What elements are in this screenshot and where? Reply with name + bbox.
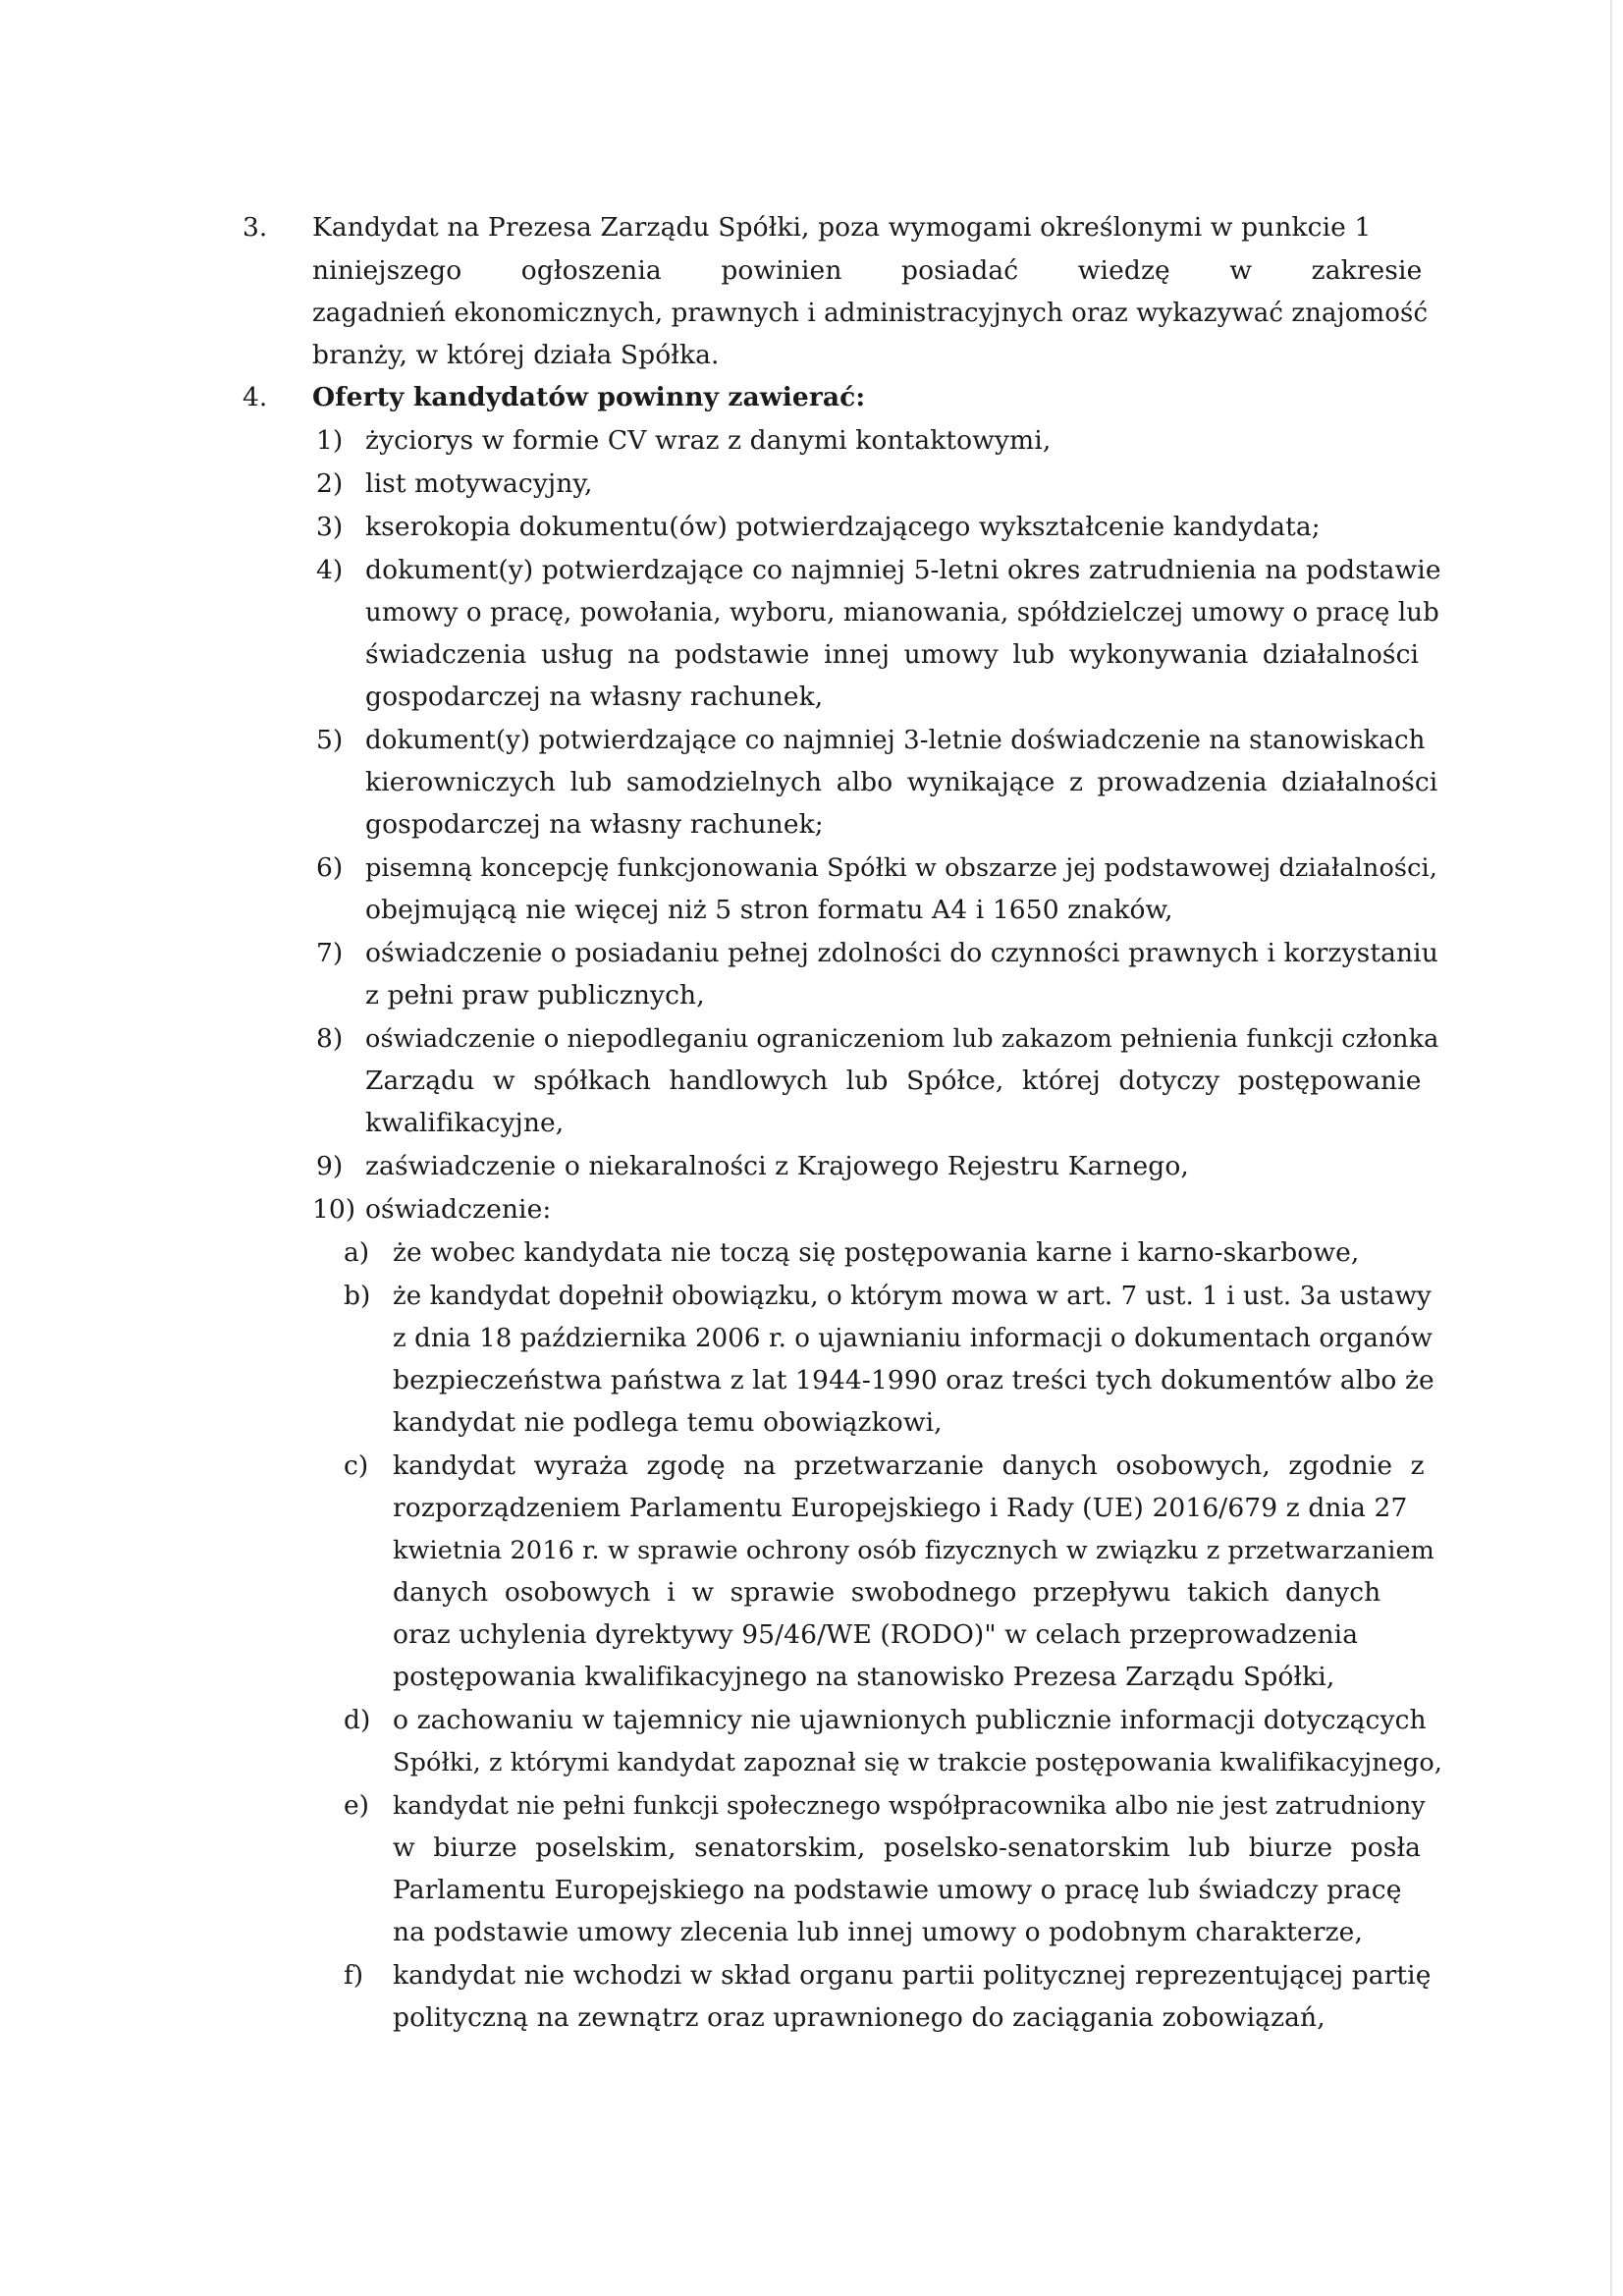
sub-item-line: na podstawie umowy zlecenia lub innej umowy o podobnym charakterze, — [393, 1917, 1363, 1947]
sub-item-line: kandydat wyraża zgodę na przetwarzanie danych osobowych, zgodnie z — [393, 1450, 1425, 1481]
list-item-line: gospodarczej na własny rachunek, — [365, 682, 824, 712]
point-3-number: 3. — [243, 212, 268, 243]
point-4-heading: Oferty kandydatów powinny zawierać: — [312, 382, 866, 412]
list-item-line: świadczenia usług na podstawie innej umowy lub wykonywania działalności — [365, 639, 1420, 670]
point-3-line: branży, w której działa Spółka. — [312, 340, 720, 370]
sub-item-line: kandydat nie pełni funkcji społecznego współpracownika albo nie jest zatrudniony — [393, 1791, 1426, 1820]
sub-item-line: kandydat nie podlega temu obowiązkowi, — [393, 1407, 943, 1438]
list-item-line: oświadczenie o niepodleganiu ograniczeniom lub zakazom pełnienia funkcji członka — [365, 1024, 1439, 1054]
list-item-line: umowy o pracę, powołania, wyboru, mianowania, spółdzielczej umowy o pracę lub — [365, 598, 1439, 628]
sub-item-line: polityczną na zewnątrz oraz uprawnionego do zaciągania zobowiązań, — [393, 2002, 1325, 2033]
sub-item-line: rozporządzeniem Parlamentu Europejskiego i Rady (UE) 2016/679 z dnia 27 — [393, 1493, 1408, 1523]
sub-item-line: z dnia 18 października 2006 r. o ujawnianiu informacji o dokumentach organów — [393, 1324, 1433, 1353]
list-item-line: pisemną koncepcję funkcjonowania Spółki w obszarze jej podstawowej działalności, — [365, 853, 1437, 883]
list-item-number: 4) — [316, 555, 344, 585]
list-item-number: 3) — [316, 512, 344, 542]
list-item-line: obejmującą nie więcej niż 5 stron formatu A4 i 1650 znaków, — [365, 895, 1173, 925]
list-item-line: oświadczenie: — [365, 1194, 552, 1225]
sub-item-line: oraz uchylenia dyrektywy 95/46/WE (RODO)" w celach przeprowadzenia — [393, 1619, 1359, 1650]
list-item-line: życiorys w formie CV wraz z danymi kontaktowymi, — [365, 425, 1052, 456]
list-item-number: 5) — [316, 725, 344, 755]
list-item-number: 9) — [316, 1151, 344, 1181]
list-item-line: list motywacyjny, — [365, 468, 593, 499]
list-item-number: 8) — [316, 1023, 344, 1054]
sub-item-line: bezpieczeństwa państwa z lat 1944-1990 oraz treści tych dokumentów albo że — [393, 1365, 1434, 1395]
point-3-line: niniejszego ogłoszenia powinien posiadać wiedzę w zakresie — [312, 255, 1423, 286]
list-item-line: dokument(y) potwierdzające co najmniej 3-letnie doświadczenie na stanowiskach — [365, 726, 1426, 755]
list-item-number: 10) — [312, 1194, 356, 1225]
point-3-line: Kandydat na Prezesa Zarządu Spółki, poza wymogami określonymi w punkcie 1 — [312, 212, 1372, 243]
sub-item-letter: c) — [344, 1450, 369, 1481]
list-item-number: 2) — [316, 468, 344, 499]
sub-item-line: danych osobowych i w sprawie swobodnego przepływu takich danych — [393, 1577, 1381, 1608]
sub-item-line: że kandydat dopełnił obowiązku, o którym mowa w art. 7 ust. 1 i ust. 3a ustawy — [393, 1282, 1432, 1311]
sub-item-line: o zachowaniu w tajemnicy nie ujawnionych publicznie informacji dotyczących — [393, 1705, 1427, 1735]
list-item-line: dokument(y) potwierdzające co najmniej 5-letni okres zatrudnienia na podstawie — [365, 555, 1441, 585]
list-item-number: 6) — [316, 852, 344, 883]
sub-item-line: postępowania kwalifikacyjnego na stanowisko Prezesa Zarządu Spółki, — [393, 1662, 1335, 1692]
sub-item-letter: d) — [344, 1705, 371, 1735]
scan-edge — [1610, 0, 1612, 2296]
list-item-number: 7) — [316, 938, 344, 968]
list-item-number: 1) — [316, 425, 344, 456]
list-item-line: kierowniczych lub samodzielnych albo wynikające z prowadzenia działalności — [365, 767, 1438, 797]
sub-item-line: w biurze poselskim, senatorskim, poselsko-senatorskim lub biurze posła — [393, 1832, 1422, 1863]
sub-item-letter: e) — [344, 1790, 370, 1821]
sub-item-letter: b) — [344, 1281, 371, 1311]
sub-item-letter: a) — [344, 1237, 370, 1268]
sub-item-line: Parlamentu Europejskiego na podstawie umowy o pracę lub świadczy pracę — [393, 1875, 1402, 1905]
sub-item-line: kwietnia 2016 r. w sprawie ochrony osób fizycznych w związku z przetwarzaniem — [393, 1536, 1434, 1565]
list-item-line: oświadczenie o posiadaniu pełnej zdolności do czynności prawnych i korzystaniu — [365, 938, 1438, 968]
list-item-line: gospodarczej na własny rachunek; — [365, 809, 824, 840]
sub-item-line: kandydat nie wchodzi w skład organu partii politycznej reprezentującej partię — [393, 1960, 1432, 1991]
list-item-line: Zarządu w spółkach handlowych lub Spółce, której dotyczy postępowanie — [365, 1066, 1422, 1096]
list-item-line: zaświadczenie o niekaralności z Krajowego Rejestru Karnego, — [365, 1151, 1189, 1181]
sub-item-line: Spółki, z którymi kandydat zapoznał się w trakcie postępowania kwalifikacyjnego, — [393, 1748, 1443, 1777]
sub-item-line: że wobec kandydata nie toczą się postępowania karne i karno-skarbowe, — [393, 1237, 1360, 1268]
list-item-line: kserokopia dokumentu(ów) potwierdzającego wykształcenie kandydata; — [365, 512, 1321, 542]
sub-item-letter: f) — [344, 1960, 364, 1991]
point-3-line: zagadnień ekonomicznych, prawnych i administracyjnych oraz wykazywać znajomość — [312, 299, 1429, 328]
point-4-number: 4. — [243, 382, 268, 412]
list-item-line: z pełni praw publicznych, — [365, 980, 705, 1011]
list-item-line: kwalifikacyjne, — [365, 1108, 565, 1138]
